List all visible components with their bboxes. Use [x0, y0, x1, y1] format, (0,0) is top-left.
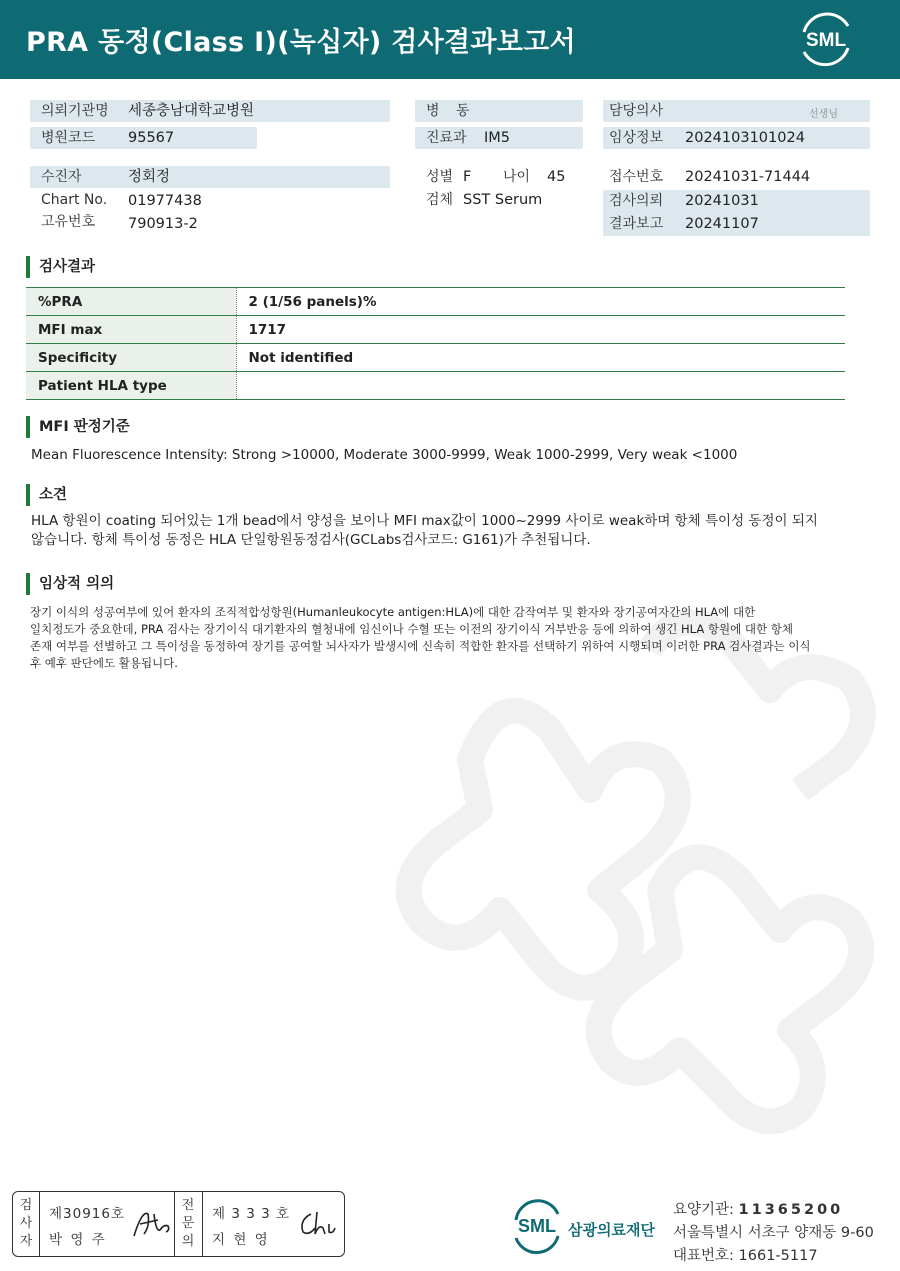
- institution-label: 의뢰기관명: [41, 103, 109, 119]
- sml-logo-icon: [796, 10, 856, 68]
- tester-license: 제30916호: [49, 1206, 126, 1222]
- opinion-line: HLA 항원이 coating 되어있는 1개 bead에서 양성을 보이나 MFI max값이 1000~2999 사이로 weak하며 항체 특이성 동정이 되지: [31, 513, 818, 529]
- result-value: 1717: [236, 316, 845, 344]
- tester-signature-icon: [130, 1206, 174, 1242]
- institution-value: 세종충남대학교병원: [128, 103, 255, 119]
- sml-footer-logo-icon: [510, 1198, 566, 1254]
- clinical-info-value: 2024103101024: [685, 130, 805, 146]
- age-label: 나이: [503, 169, 531, 185]
- footer-brand-name: 삼광의료재단: [568, 1221, 655, 1239]
- opinion-section-title: 소견: [26, 484, 67, 506]
- specialist-vertical-label: 전 문 의: [181, 1198, 195, 1249]
- clinical-line: 일치정도가 중요한데, PRA 검사는 장기이식 대기환자의 혈청내에 임신이나 수혈 또는 이전의 장기이식 거부반응 등에 의하여 생긴 HLA 항원에 대한 항체: [30, 622, 793, 636]
- result-value: Not identified: [236, 344, 845, 372]
- phone-number: 1661-5117: [738, 1248, 818, 1264]
- specimen-value: SST Serum: [463, 192, 543, 208]
- report-title: PRA 동정(Class I)(녹십자) 검사결과보고서: [26, 27, 576, 58]
- report-value: 20241107: [685, 216, 759, 232]
- results-section-title: 검사결과: [26, 256, 95, 278]
- clinical-section-title: 임상적 의의: [26, 573, 114, 595]
- result-key: %PRA: [26, 288, 236, 316]
- sex-label: 성별: [426, 169, 454, 185]
- request-label: 검사의뢰: [609, 193, 664, 209]
- unique-value: 790913-2: [128, 216, 198, 232]
- care-number: 11365200: [738, 1202, 844, 1218]
- table-row: [26, 344, 845, 372]
- mfi-section-title: MFI 판정기준: [26, 416, 130, 438]
- specialist-license: 제 3 3 3 호: [212, 1206, 291, 1222]
- table-row: [26, 316, 845, 344]
- result-key: MFI max: [26, 316, 236, 344]
- hospital-code-value: 95567: [128, 130, 175, 146]
- clinical-line: 존재 여부를 선별하고 그 특이성을 동정하여 장기를 공여할 뇌사자가 발생시에 신속히 적합한 환자를 선택하기 위하여 시행되며 이러한 PRA 검사결과는 이식: [30, 639, 811, 653]
- patient-value: 정회정: [128, 169, 171, 185]
- result-key: Specificity: [26, 344, 236, 372]
- tester-vertical-label: 검 사 자: [19, 1198, 33, 1249]
- chart-label: Chart No.: [41, 192, 108, 208]
- department-label: 진료과: [426, 130, 467, 146]
- watermark-cross-logo: [350, 590, 900, 1150]
- footer-logo-text: SML: [518, 1216, 556, 1236]
- hospital-code-label: 병원코드: [41, 130, 96, 146]
- department-value: IM5: [484, 130, 511, 146]
- result-key: Patient HLA type: [26, 372, 236, 400]
- age-value: 45: [547, 169, 566, 185]
- results-table: [26, 287, 845, 400]
- doctor-hint: 선생님: [809, 109, 838, 120]
- specimen-label: 검체: [426, 192, 454, 208]
- receipt-label: 접수번호: [609, 169, 664, 185]
- care-institution: 요양기관: 11365200: [673, 1202, 844, 1218]
- chart-value: 01977438: [128, 193, 202, 209]
- sex-value: F: [463, 169, 472, 185]
- unique-label: 고유번호: [41, 214, 96, 230]
- report-label: 결과보고: [609, 216, 664, 232]
- receipt-value: 20241031-71444: [685, 169, 811, 185]
- signature-box: [12, 1191, 345, 1257]
- specialist-signature-icon: [295, 1206, 339, 1242]
- footer-phone: 대표번호: 1661-5117: [673, 1248, 818, 1264]
- clinical-line: 후 예후 판단에도 활용됩니다.: [30, 656, 178, 670]
- header-logo-text: SML: [805, 30, 847, 51]
- table-row: [26, 288, 845, 316]
- result-value: 2 (1/56 panels)%: [236, 288, 845, 316]
- clinical-info-label: 임상정보: [609, 130, 664, 146]
- opinion-line: 않습니다. 항체 특이성 동정은 HLA 단일항원동정검사(GCLabs검사코드: G161)가 추천됩니다.: [31, 532, 591, 548]
- report-header: [0, 0, 900, 79]
- ward-label: 병 동: [426, 103, 476, 119]
- doctor-label: 담당의사: [609, 103, 664, 119]
- specialist-name: 지 현 영: [212, 1232, 270, 1248]
- request-value: 20241031: [685, 193, 759, 209]
- clinical-line: 장기 이식의 성공여부에 있어 환자의 조직적합성항원(Humanleukocyte antigen:HLA)에 대한 감작여부 및 환자와 장기공여자간의 HLA에 대한: [30, 605, 756, 619]
- mfi-criteria-text: Mean Fluorescence Intensity: Strong >10000, Moderate 3000-9999, Weak 1000-2999, Very weak <1000: [31, 447, 738, 463]
- tester-name: 박 영 주: [49, 1232, 107, 1248]
- footer-address: 서울특별시 서초구 양재동 9-60: [673, 1225, 874, 1241]
- patient-label: 수진자: [41, 169, 82, 185]
- result-value: [236, 372, 845, 400]
- table-row: [26, 372, 845, 400]
